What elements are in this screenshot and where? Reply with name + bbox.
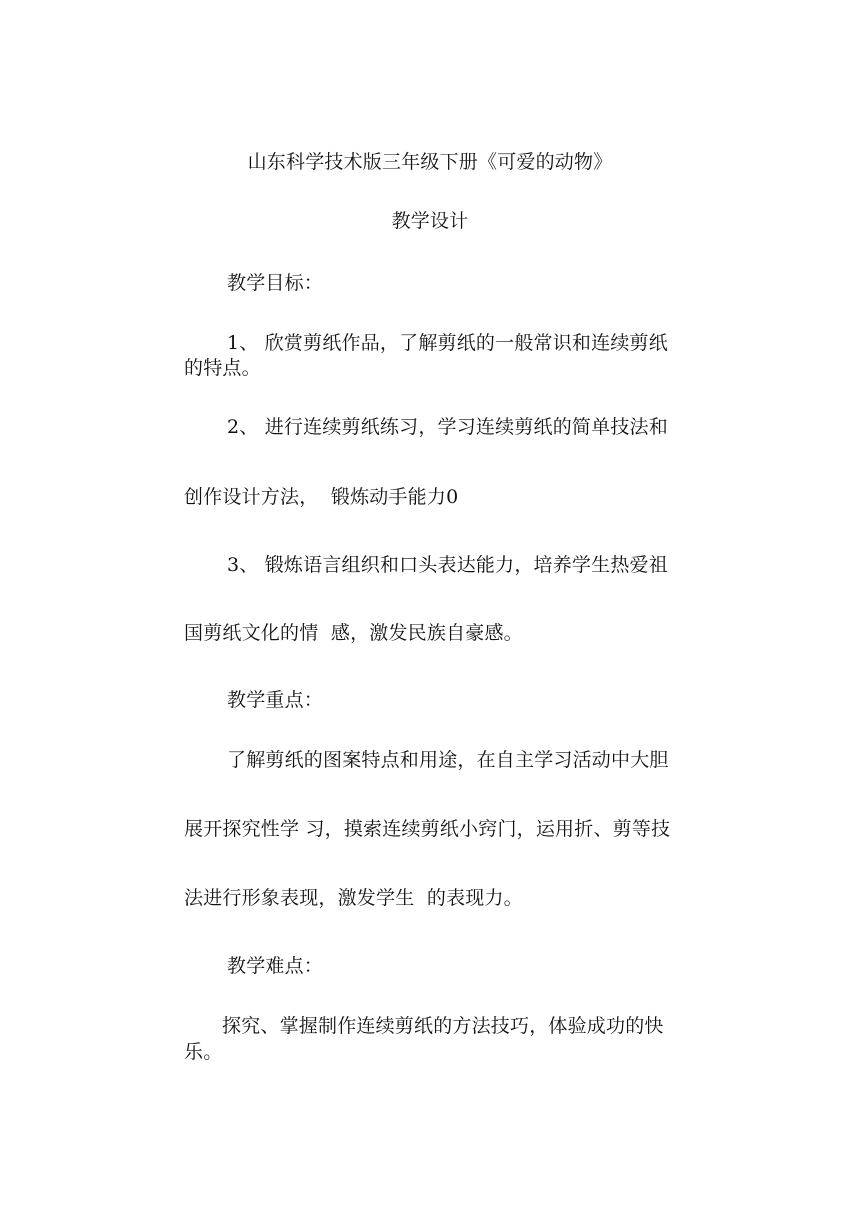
key-points-heading: 教学重点： [227,689,324,711]
objectives-heading: 教学目标： [227,272,324,294]
difficulties-line-1: 探究、掌握制作连续剪纸的方法技巧，体验成功的快 [222,1015,664,1037]
objective-3-line-2: 国剪纸文化的情 感，激发民族自豪感。 [184,622,523,644]
key-points-line-1: 了解剪纸的图案特点和用途，在自主学习活动中大胆 [227,749,669,771]
objective-3-line-1: 3、 锻炼语言组织和口头表达能力，培养学生热爱祖 [227,554,668,576]
document-title: 山东科学技术版三年级下册《可爱的动物》 [247,151,613,173]
objective-1-line-1: 1、 欣赏剪纸作品，了解剪纸的一般常识和连续剪纸 [227,332,668,354]
difficulties-heading: 教学难点： [227,955,324,977]
objective-2-line-2: 创作设计方法， 锻炼动手能力0 [184,486,459,508]
document-subtitle: 教学设计 [391,210,469,232]
key-points-line-3: 法进行形象表现，激发学生 的表现力。 [184,887,523,909]
key-points-line-2: 展开探究性学 习，摸索连续剪纸小窍门，运用折、剪等技 [184,818,671,840]
objective-1-line-2: 的特点。 [184,357,261,379]
difficulties-line-2: 乐。 [184,1041,223,1063]
objective-2-line-1: 2、 进行连续剪纸练习，学习连续剪纸的简单技法和 [227,416,668,438]
